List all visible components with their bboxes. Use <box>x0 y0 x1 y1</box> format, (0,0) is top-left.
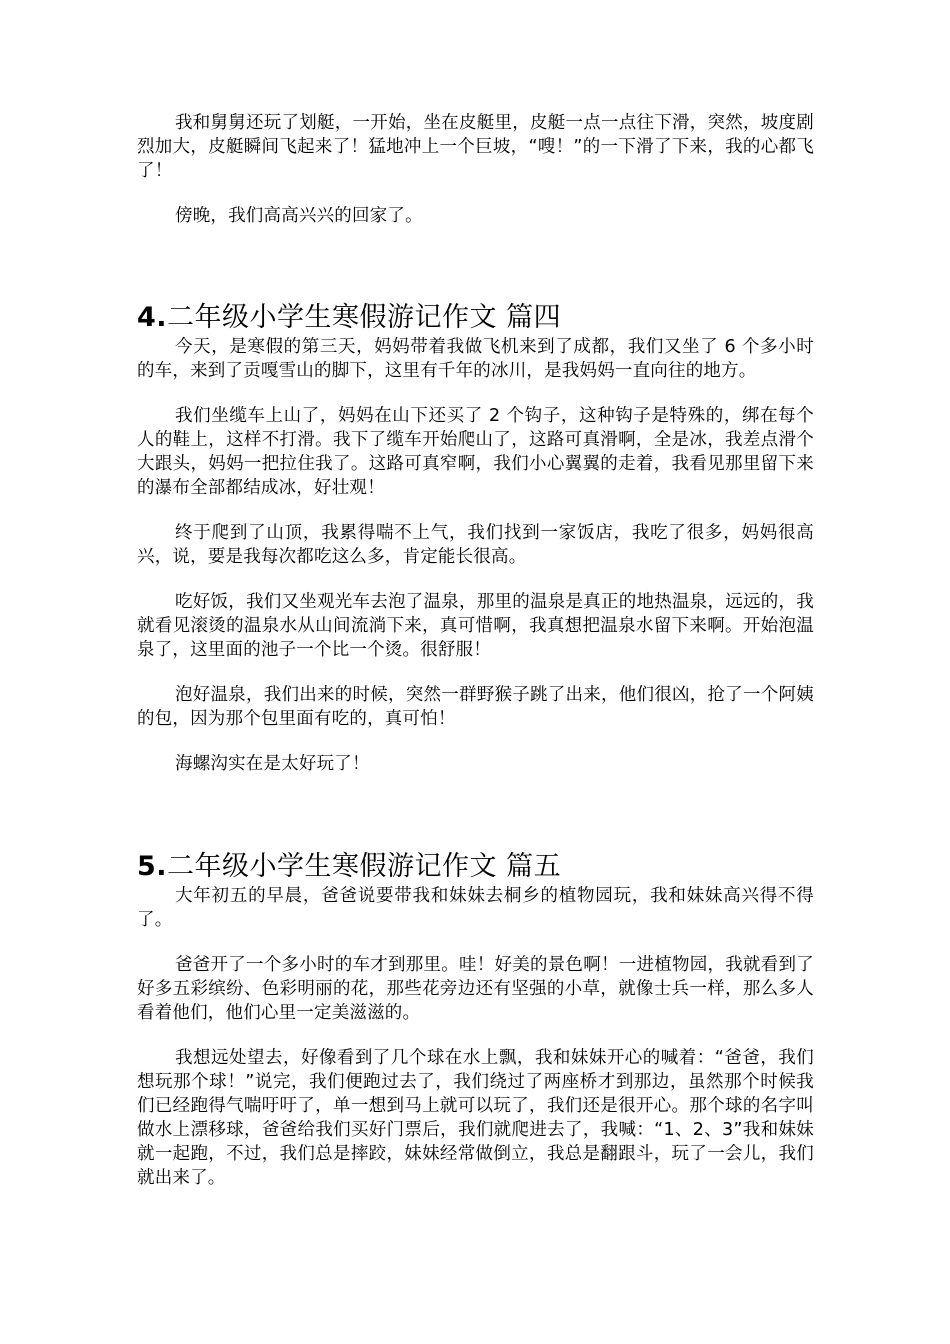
paragraph: 泡好温泉，我们出来的时候，突然一群野猴子跳了出来，他们很凶，抢了一个阿姨的包，因为那个包里面有吃的，真可怕！ <box>137 685 814 729</box>
paragraph: 海螺沟实在是太好玩了！ <box>175 754 370 774</box>
section-title: 二年级小学生寒假游记作文 篇五 <box>167 851 562 882</box>
paragraph: 我和舅舅还玩了划艇，一开始，坐在皮艇里，皮艇一点一点往下滑，突然，坡度剧烈加大，皮艇瞬间飞起来了！猛地冲上一个巨坡，“嗖！”的一下滑了下来，我的心都飞了！ <box>137 113 814 181</box>
section-title: 二年级小学生寒假游记作文 篇四 <box>167 302 562 333</box>
section-heading-5 <box>137 850 814 884</box>
paragraph: 傍晚，我们高高兴兴的回家了。 <box>175 206 423 226</box>
paragraph: 我想远处望去，好像看到了几个球在水上飘，我和妹妹开心的喊着：“爸爸，我们想玩那个球！”说完，我们便跑过去了，我们绕过了两座桥才到那边，虽然那个时候我们已经跑得气喘吁吁了，单一想到马上就可以玩了，我们还是很开心。那个球的名字叫做水上漂移球，爸爸给我们买好门票后，我们就爬进去了，我喊：“1、2、3”我和妹妹就一起跑，不过，我们总是摔跤，妹妹经常做倒立，我总是翻跟斗，玩了一会儿，我们就出来了。 <box>137 1048 814 1188</box>
section-heading-4 <box>137 301 814 335</box>
paragraph: 终于爬到了山顶，我累得喘不上气，我们找到一家饭店，我吃了很多，妈妈很高兴，说，要是我每次都吃这么多，肯定能长很高。 <box>137 523 814 567</box>
paragraph: 爸爸开了一个多小时的车才到那里。哇！好美的景色啊！一进植物园，我就看到了好多五彩缤纷、色彩明丽的花，那些花旁边还有坚强的小草，就像士兵一样，那么多人看着他们，他们心里一定美滋滋的。 <box>137 955 814 1023</box>
paragraph: 大年初五的早晨，爸爸说要带我和妹妹去桐乡的植物园玩，我和妹妹高兴得不得了。 <box>137 886 814 930</box>
section-number: 4. <box>137 302 168 333</box>
paragraph: 吃好饭，我们又坐观光车去泡了温泉，那里的温泉是真正的地热温泉，远远的，我就看见滚烫的温泉水从山间流淌下来，真可惜啊，我真想把温泉水留下来啊。开始泡温泉了，这里面的池子一个比一个烫。很舒服！ <box>137 592 814 660</box>
section-number: 5. <box>137 851 168 882</box>
paragraph: 我们坐缆车上山了，妈妈在山下还买了 2 个钩子，这种钩子是特殊的，绑在每个人的鞋上，这样不打滑。我下了缆车开始爬山了，这路可真滑啊，全是冰，我差点滑个大跟头，妈妈一把拉住我了。这路可真窄啊，我们小心翼翼的走着，我看见那里留下来的瀑布全部都结成冰，好壮观！ <box>137 406 814 498</box>
paragraph: 今天，是寒假的第三天，妈妈带着我做飞机来到了成都，我们又坐了 6 个多小时的车，来到了贡嘎雪山的脚下，这里有千年的冰川，是我妈妈一直向往的地方。 <box>137 337 814 381</box>
